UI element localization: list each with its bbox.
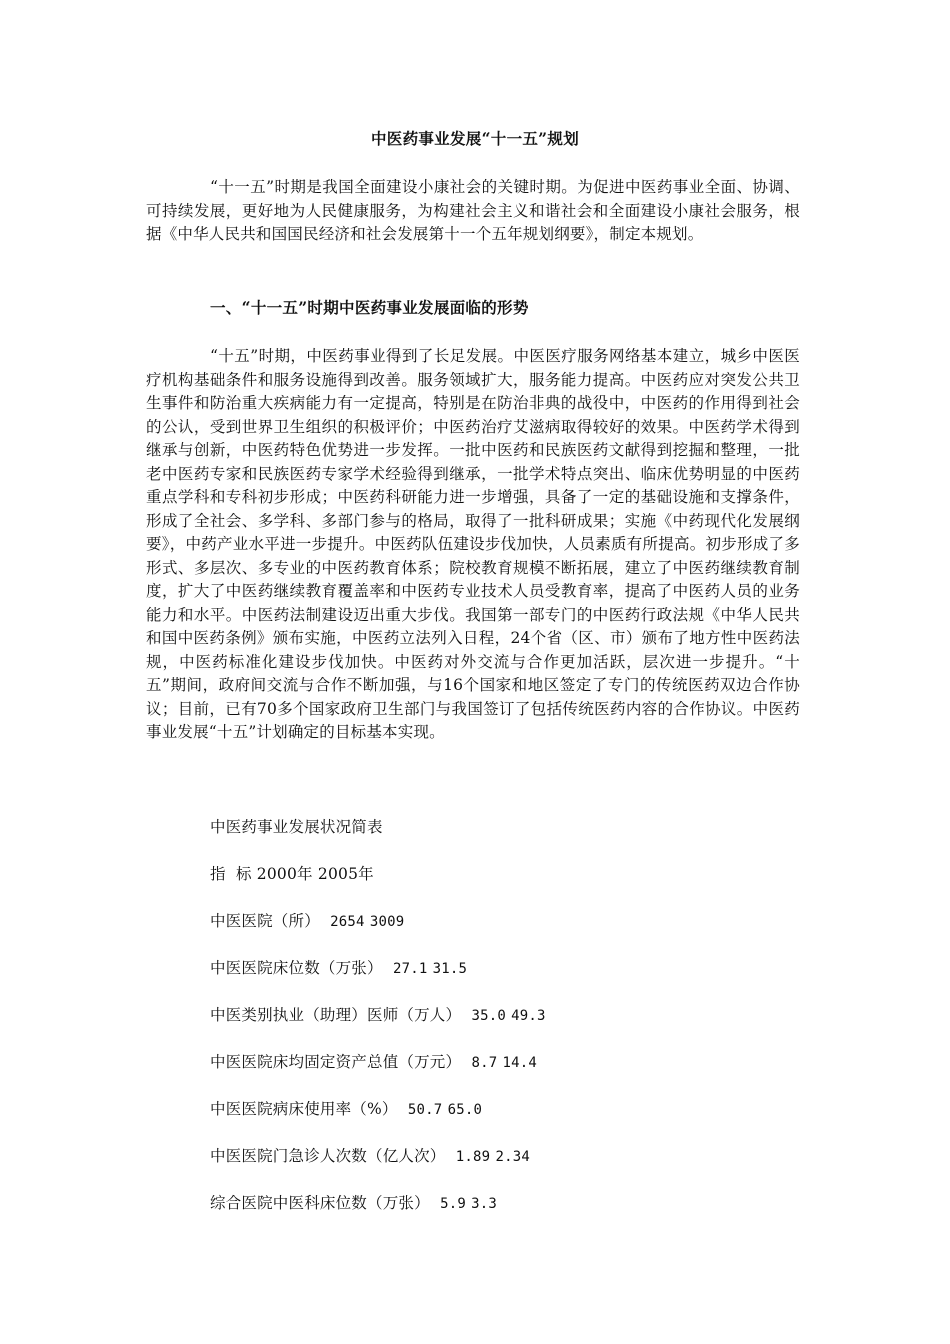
table-cell-2005: 3009 xyxy=(369,914,405,930)
table-row xyxy=(210,910,404,933)
table-cell-2005: 49.3 xyxy=(511,1008,546,1024)
table-row-label: 中医类别执业（助理）医师（万人） xyxy=(210,1006,462,1024)
table-row-label: 中医医院（所） xyxy=(210,912,320,930)
body-paragraph: “十五”时期，中医药事业得到了长足发展。中医医疗服务网络基本建立，城乡中医医疗机构基础条件和服务设施得到改善。服务领域扩大，服务能力提高。中医药应对突发公共卫生事件和防治重大疾病能力有一定提高，特别是在防治非典的战役中，中医药的作用得到社会的公认，受到世界卫生组织的积极评价；中医药治疗艾滋病取得较好的效果。中医药学术得到继承与创新，中医药特色优势进一步发挥。一批中医药和民族医药文献得到挖掘和整理，一批老中医药专家和民族医药专家学术经验得到继承，一批学术特点突出、临床优势明显的中医药重点学科和专科初步形成；中医药科研能力进一步增强，具备了一定的基础设施和支撑条件，形成了全社会、多学科、多部门参与的格局，取得了一批科研成果；实施《中药现代化发展纲要》，中药产业水平进一步提升。中医药队伍建设步伐加快，人员素质有所提高。初步形成了多形式、多层次、多专业的中医药教育体系；院校教育规模不断拓展，建立了中医药继续教育制度，扩大了中医药继续教育覆盖率和中医药专业技术人员受教育率，提高了中医药人员的业务能力和水平。中医药法制建设迈出重大步伐。我国第一部专门的中医药行政法规《中华人民共和国中医药条例》颁布实施，中医药立法列入日程，24个省（区、市）颁布了地方性中医药法规，中医药标准化建设步伐加快。中医药对外交流与合作更加活跃，层次进一步提升。“十五”期间，政府间交流与合作不断加强，与16个国家和地区签定了专门的传统医药双边合作协议；目前，已有70多个国家政府卫生部门与我国签订了包括传统医药内容的合作协议。中医药事业发展“十五”计划确定的目标基本实现。 xyxy=(146,347,800,741)
table-cell-2005: 65.0 xyxy=(447,1102,483,1118)
section-heading: 一、“十一五”时期中医药事业发展面临的形势 xyxy=(210,298,529,317)
table-header-2000: 2000年 xyxy=(256,865,313,883)
table-header-indicator: 指 标 xyxy=(210,865,252,883)
table-row xyxy=(210,1051,537,1074)
table-cell-2000: 1.89 xyxy=(455,1149,491,1165)
table-cell-2000: 8.7 xyxy=(471,1055,498,1071)
table-cell-2000: 50.7 xyxy=(407,1102,443,1118)
table-header-2005: 2005年 xyxy=(317,865,374,883)
table-cell-2005: 3.3 xyxy=(471,1196,497,1212)
table-row xyxy=(210,1098,482,1121)
table-caption: 中医药事业发展状况简表 xyxy=(210,818,383,836)
table-cell-2000: 5.9 xyxy=(440,1196,466,1212)
table-row-label: 综合医院中医科床位数（万张） xyxy=(210,1194,430,1212)
table-row-label: 中医医院床均固定资产总值（万元） xyxy=(210,1053,462,1071)
table-row-label: 中医医院门急诊人次数（亿人次） xyxy=(210,1147,446,1165)
table-cell-2005: 31.5 xyxy=(432,961,468,977)
table-row-label: 中医医院床位数（万张） xyxy=(210,959,383,977)
document-title: 中医药事业发展“十一五”规划 xyxy=(370,129,580,148)
table-row xyxy=(210,1192,497,1215)
table-row xyxy=(210,1004,546,1027)
table-header xyxy=(210,863,374,885)
table-cell-2005: 14.4 xyxy=(502,1055,538,1071)
intro-paragraph: “十一五”时期是我国全面建设小康社会的关键时期。为促进中医药事业全面、协调、可持续发展，更好地为人民健康服务，为构建社会主义和谐社会和全面建设小康社会服务，根据《中华人民共和国国民经济和社会发展第十一个五年规划纲要》，制定本规划。 xyxy=(146,178,800,243)
table-row xyxy=(210,957,467,980)
table-cell-2000: 2654 xyxy=(330,914,365,930)
table-cell-2000: 27.1 xyxy=(392,961,428,977)
table-cell-2005: 2.34 xyxy=(495,1149,530,1165)
table-row-label: 中医医院病床使用率（%） xyxy=(210,1100,398,1118)
table-row xyxy=(210,1145,530,1168)
table-cell-2000: 35.0 xyxy=(471,1008,506,1024)
